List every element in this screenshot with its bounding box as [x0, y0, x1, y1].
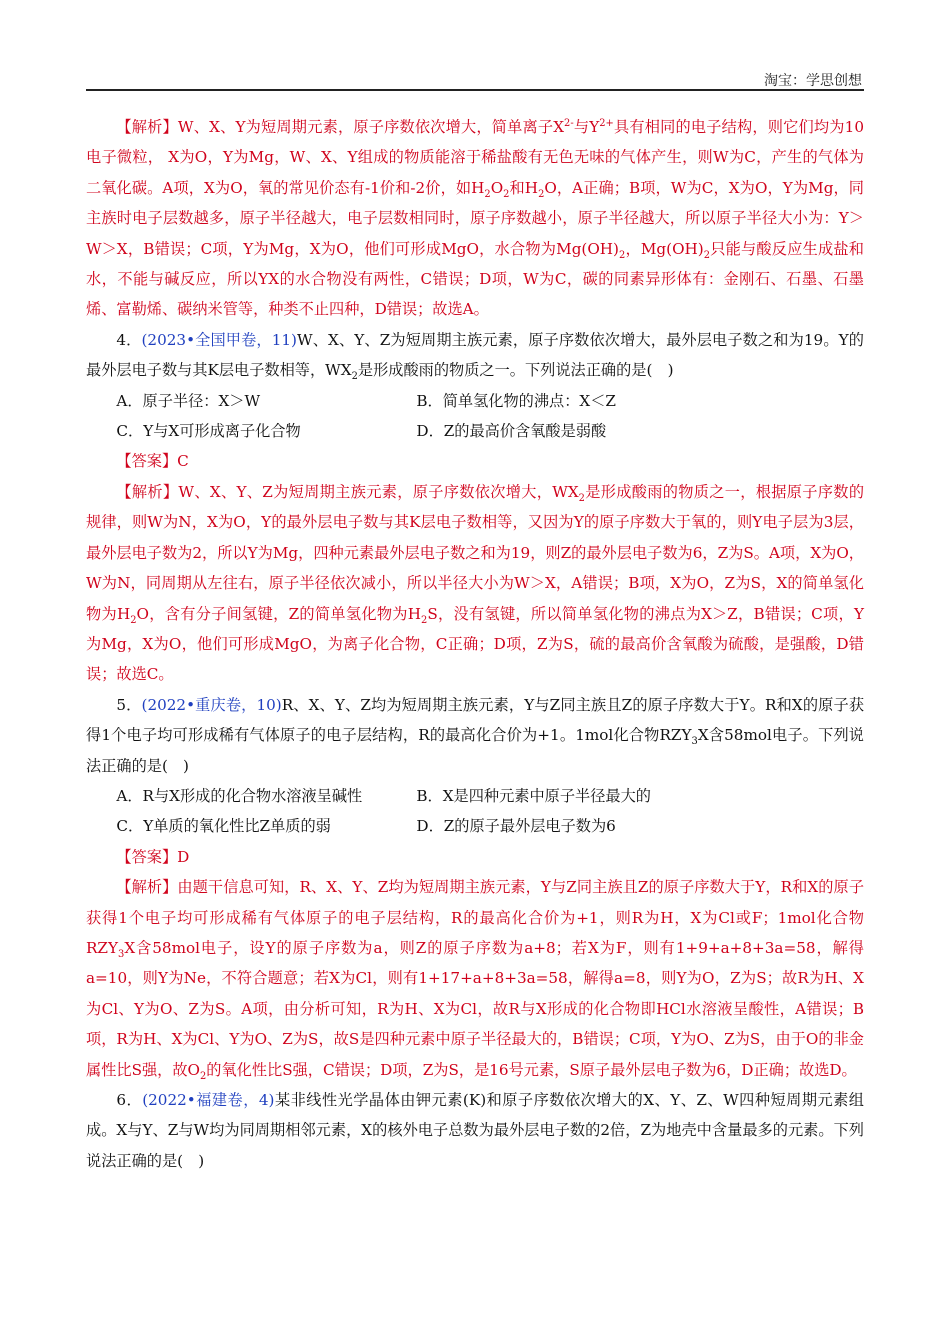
- analysis-tag: 【解析】: [116, 482, 179, 501]
- question-number: 4．: [116, 330, 142, 349]
- header-rule: [86, 89, 864, 91]
- q4-option-c: C．Y与X可形成离子化合物: [116, 422, 301, 441]
- q5-option-a: A．R与X形成的化合物水溶液呈碱性: [116, 786, 363, 805]
- question-number: 5．: [116, 695, 142, 714]
- analysis-tag: 【解析】: [116, 878, 178, 897]
- q4-stem: 4．(2023•全国甲卷，11)W、X、Y、Z为短周期主族元素，原子序数依次增大，最外层电子数之和为19。Y的最外层电子数与其K层电子数相等，$WX_2$是形成酸雨的物质之一。下列说法正确的是( ): [86, 330, 864, 383]
- question-number: 6．: [116, 1091, 143, 1109]
- q5-answer: 【答案】D: [116, 847, 190, 866]
- q6-stem: 6．(2022•福建卷，4)某非线性光学晶体由钾元素(K)和原子序数依次增大的X、Y、Z、W四种短周期元素组成。X与Y、Z与W均为同周期相邻元素，X的核外电子总数为最外层电子数的2倍，Z为地壳中含量最多的元素。下列说法正确的是( ): [86, 1091, 864, 1170]
- q5-analysis: 【解析】由题干信息可知，R、X、Y、Z均为短周期主族元素，Y与Z同主族且Z的原子序数大于Y，R和X的原子获得1个电子均可形成稀有气体原子的电子层结构，R的最高化合价为+1，则R为H，X为Cl或F；1mol化合物$RZY_3X$含58mol电子，设Y的原子序数为a，则Z的原子序数为a+8；若X为F，则有1+9+a+8+3a=58，解得a=10，则Y为Ne，不符合题意；若X为Cl，则有1+17+a+8+3a=58，解得a=8，则Y为O，Z为S；故R为H、X为Cl、Y为O、Z为S。A项，由分析可知，R为H、X为Cl，故R与X形成的化合物即HCl水溶液呈酸性，A错误；B项，R为H、X为Cl、Y为O、Z为S，故S是四种元素中原子半径最大的，B错误；C项，Y为O、Z为S，由于O的非金属性比S强，故$O_2$的氧化性比S强，C错误；D项，Z为S，是16号元素，S原子最外层电子数为6，D正确；故选D。: [86, 878, 865, 1082]
- content: [86, 112, 864, 1176]
- q5-option-d: D．Z的原子最外层电子数为6: [416, 817, 616, 836]
- question-source: (2022•福建卷，4): [142, 1091, 275, 1109]
- q5-option-b: B．X是四种元素中原子半径最大的: [416, 786, 651, 805]
- q5-options-row-1: [86, 781, 864, 811]
- q4-answer: 【答案】C: [116, 452, 189, 471]
- q4-option-d: D．Z的最高价含氧酸是弱酸: [416, 422, 607, 441]
- q4-option-b: B．简单氢化物的沸点：X＜Z: [416, 391, 616, 410]
- q3-analysis: 【解析】W、X、Y为短周期元素，原子序数依次增大，简单离子$X^{2-}$与$Y^{2+}$具有相同的电子结构，则它们均为10电子微粒， X为O，Y为Mg，W、X、Y组成的物质能溶于稀盐酸有无色无味的气体产生，则W为C，产生的气体为二氧化碳。A项，X为O，氧的常见价态有-1价和-2价，如$H_2O_2$和$H_2O$，A正确；B项，W为C，X为O，Y为Mg，同主族时电子层数越多，原子半径越大，电子层数相同时，原子序数越小，原子半径越大，所以原子半径大小为：Y＞W＞X，B错误；C项，Y为Mg，X为O，他们可形成MgO，水合物为$Mg(OH)_2$，$Mg(OH)_2$只能与酸反应生成盐和水，不能与碱反应，所以YX的水合物没有两性，C错误；D项，W为C，碳的同素异形体有：金刚石、石墨、石墨烯、富勒烯、碳纳米管等，种类不止四种，D错误；故选A。: [86, 117, 865, 319]
- q5-options-row-2: [86, 811, 864, 841]
- q5-stem: 5．(2022•重庆卷，10)R、X、Y、Z均为短周期主族元素，Y与Z同主族且Z的原子序数大于Y。R和X的原子获得1个电子均可形成稀有气体原子的电子层结构，R的最高化合价为+1。1mol化合物$RZY_3X$含58mol电子。下列说法正确的是( ): [86, 695, 865, 775]
- question-source: (2023•全国甲卷，11): [141, 330, 297, 349]
- q4-options-row-1: [86, 386, 864, 416]
- q4-analysis: 【解析】W、X、Y、Z为短周期主族元素，原子序数依次增大，$WX_2$是形成酸雨的物质之一，根据原子序数的规律，则W为N，X为O，Y的最外层电子数与其K层电子数相等，又因为Y的原子序数大于氧的，则Y电子层为3层，最外层电子数为2，所以Y为Mg，四种元素最外层电子数之和为19，则Z的最外层电子数为6，Z为S。A项，X为O，W为N，同周期从左往右，原子半径依次减小，所以半径大小为W＞X，A错误；B项，X为O，Z为S，X的简单氢化物为$H_2O$，含有分子间氢键，Z的简单氢化物为$H_2S$，没有氢键，所以简单氢化物的沸点为X＞Z，B错误；C项，Y为Mg，X为O，他们可形成MgO，为离子化合物，C正确；D项，Z为S，硫的最高价含氧酸为硫酸，是强酸，D错误；故选C。: [86, 482, 865, 684]
- header-text: 淘宝：学思创想: [764, 73, 862, 89]
- analysis-tag: 【解析】: [116, 118, 178, 136]
- q4-options-row-2: [86, 416, 864, 446]
- q5-option-c: C．Y单质的氧化性比Z单质的弱: [116, 817, 331, 836]
- q4-option-a: A．原子半径：X＞W: [116, 391, 261, 410]
- question-source: (2022•重庆卷，10): [141, 695, 282, 714]
